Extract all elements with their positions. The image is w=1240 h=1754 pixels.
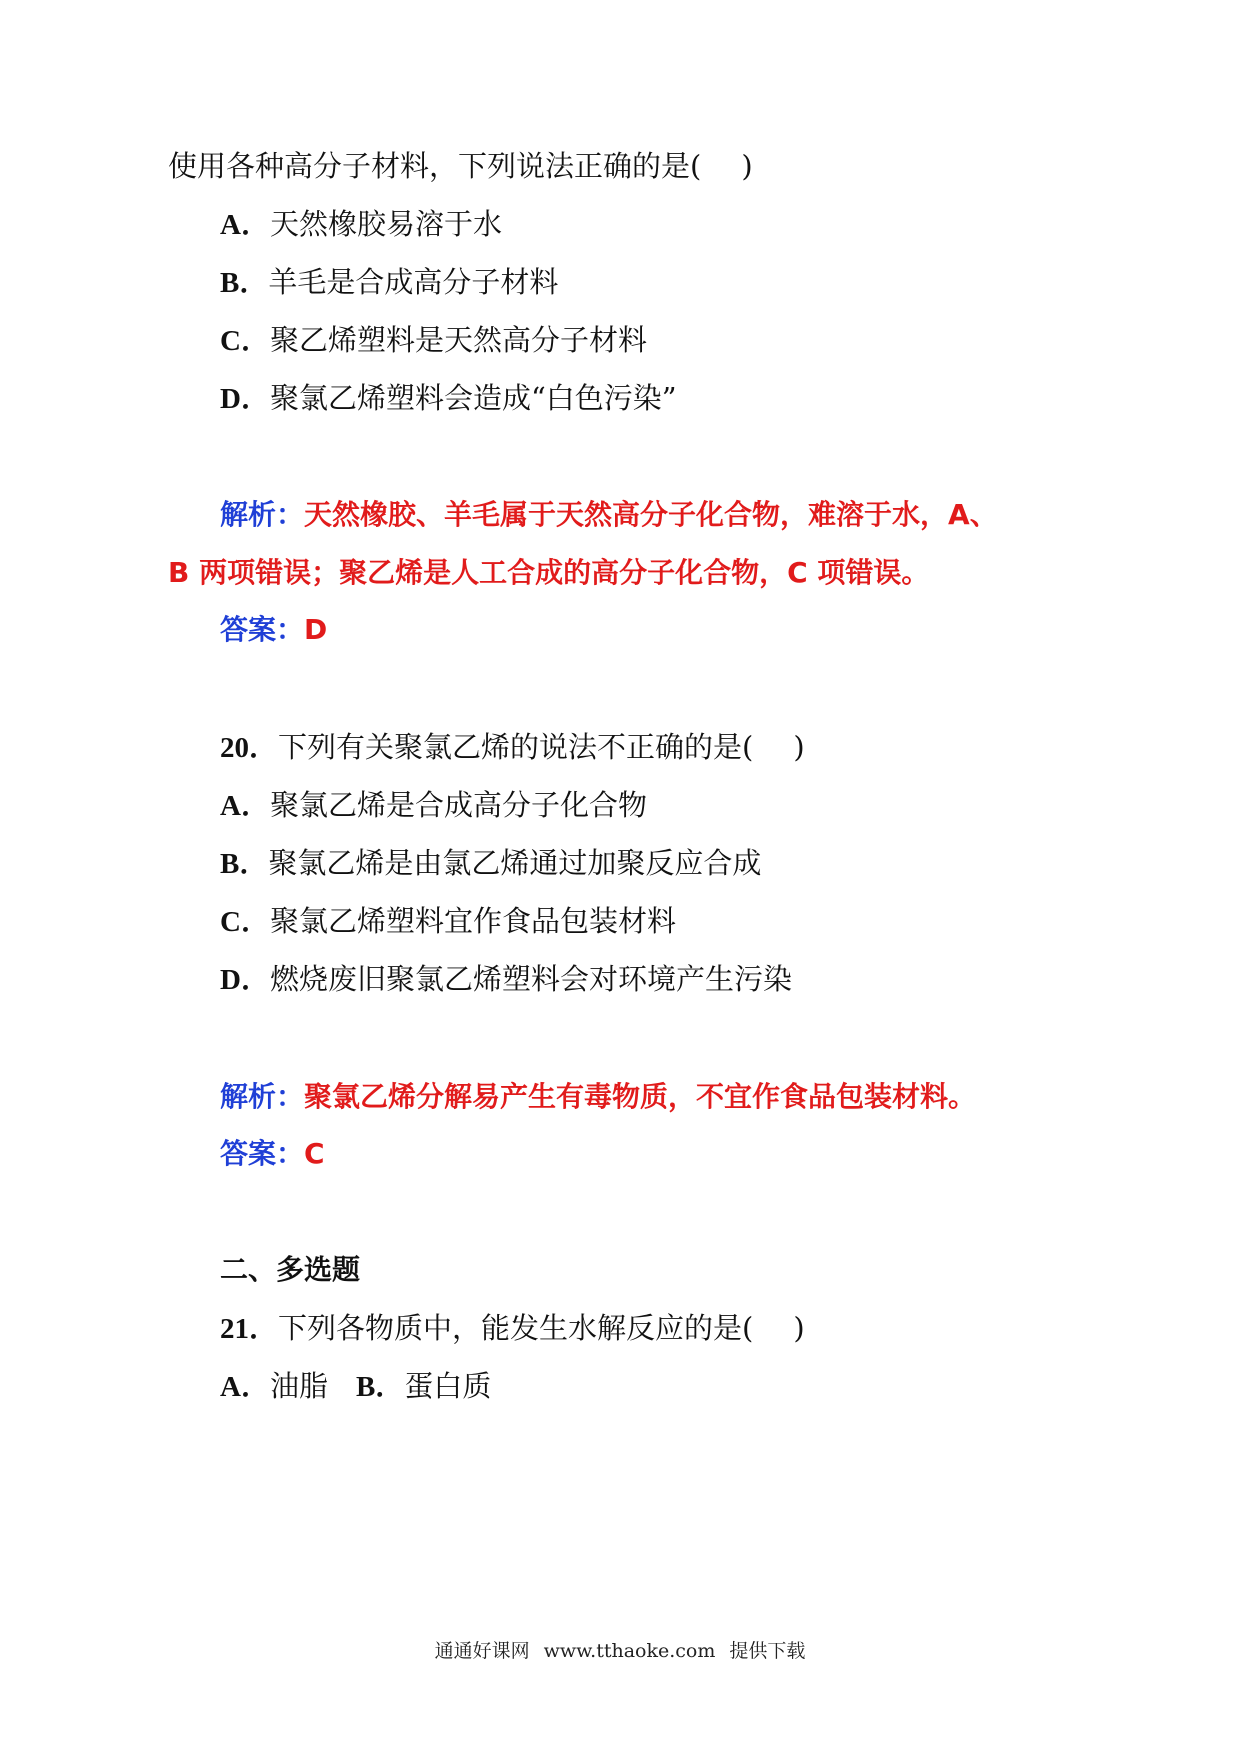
answer-value: C (304, 1137, 325, 1170)
footer-url[interactable]: www.tthaoke.com (543, 1640, 716, 1662)
analysis-label: 解析： (220, 498, 305, 531)
q21-stem-text: 下列各物质中，能发生水解反应的是( (278, 1311, 754, 1345)
question-number: 20． (220, 732, 279, 764)
answer-label: 答案： (220, 613, 305, 646)
page-footer (0, 1636, 1240, 1663)
option-label: A． (220, 209, 270, 241)
q19-answer (220, 610, 327, 650)
option-label: D． (220, 964, 270, 996)
q21-options (220, 1366, 491, 1407)
option-text: 油脂 (269, 1369, 328, 1403)
q19-option-b (220, 262, 558, 303)
footer-suffix: 提供下载 (729, 1640, 806, 1662)
q20-option-c (220, 901, 676, 942)
analysis-text: B 两项错误；聚乙烯是人工合成的高分子化合物，C 项错误。 (168, 556, 930, 589)
option-text: 天然橡胶易溶于水 (269, 207, 502, 241)
option-text: 燃烧废旧聚氯乙烯塑料会对环境产生污染 (269, 962, 792, 996)
q20-answer (220, 1134, 325, 1174)
q19-option-a (220, 204, 502, 245)
option-label: D． (220, 383, 270, 415)
option-text: 蛋白质 (404, 1369, 492, 1403)
option-label: A． (220, 790, 270, 822)
q19-stem-text: 使用各种高分子材料，下列说法正确的是( (168, 149, 702, 183)
q19-option-c (220, 320, 647, 361)
option-text: 聚氯乙烯是合成高分子化合物 (269, 788, 647, 822)
q20-analysis (220, 1077, 976, 1117)
option-text: 聚氯乙烯塑料会造成“白色污染” (269, 381, 677, 415)
q20-option-d (220, 959, 792, 1000)
answer-value: D (304, 613, 328, 646)
q20-stem-text: 下列有关聚氯乙烯的说法不正确的是( (278, 730, 754, 764)
option-label: B． (355, 1371, 405, 1403)
option-text: 聚氯乙烯是由氯乙烯通过加聚反应合成 (268, 846, 762, 880)
q19-stem-close: ) (741, 149, 753, 183)
q19-analysis-line2 (168, 553, 929, 593)
q19-option-d (220, 378, 677, 419)
option-label: B． (220, 848, 269, 880)
q20-stem (220, 727, 805, 768)
analysis-text: 聚氯乙烯分解易产生有毒物质，不宜作食品包装材料。 (304, 1080, 977, 1113)
answer-label: 答案： (220, 1137, 305, 1170)
option-label: C． (220, 325, 270, 357)
option-label: C． (220, 906, 270, 938)
q21-stem-close: ) (793, 1311, 805, 1345)
option-label: B． (220, 267, 269, 299)
section-title: 二、多选题 (220, 1253, 361, 1286)
footer-site-name: 通通好课网 (434, 1640, 530, 1662)
q20-option-b (220, 843, 761, 884)
q19-analysis-line1 (220, 495, 998, 535)
analysis-text: 天然橡胶、羊毛属于天然高分子化合物，难溶于水，A、 (304, 498, 998, 531)
q21-stem (220, 1308, 805, 1349)
question-number: 21． (220, 1313, 279, 1345)
option-label: A． (220, 1371, 270, 1403)
analysis-label: 解析： (220, 1080, 305, 1113)
option-text: 羊毛是合成高分子材料 (268, 265, 559, 299)
option-text: 聚乙烯塑料是天然高分子材料 (269, 323, 647, 357)
option-text: 聚氯乙烯塑料宜作食品包装材料 (269, 904, 676, 938)
q19-stem (168, 146, 753, 186)
q20-option-a (220, 785, 647, 826)
q20-stem-close: ) (793, 730, 805, 764)
